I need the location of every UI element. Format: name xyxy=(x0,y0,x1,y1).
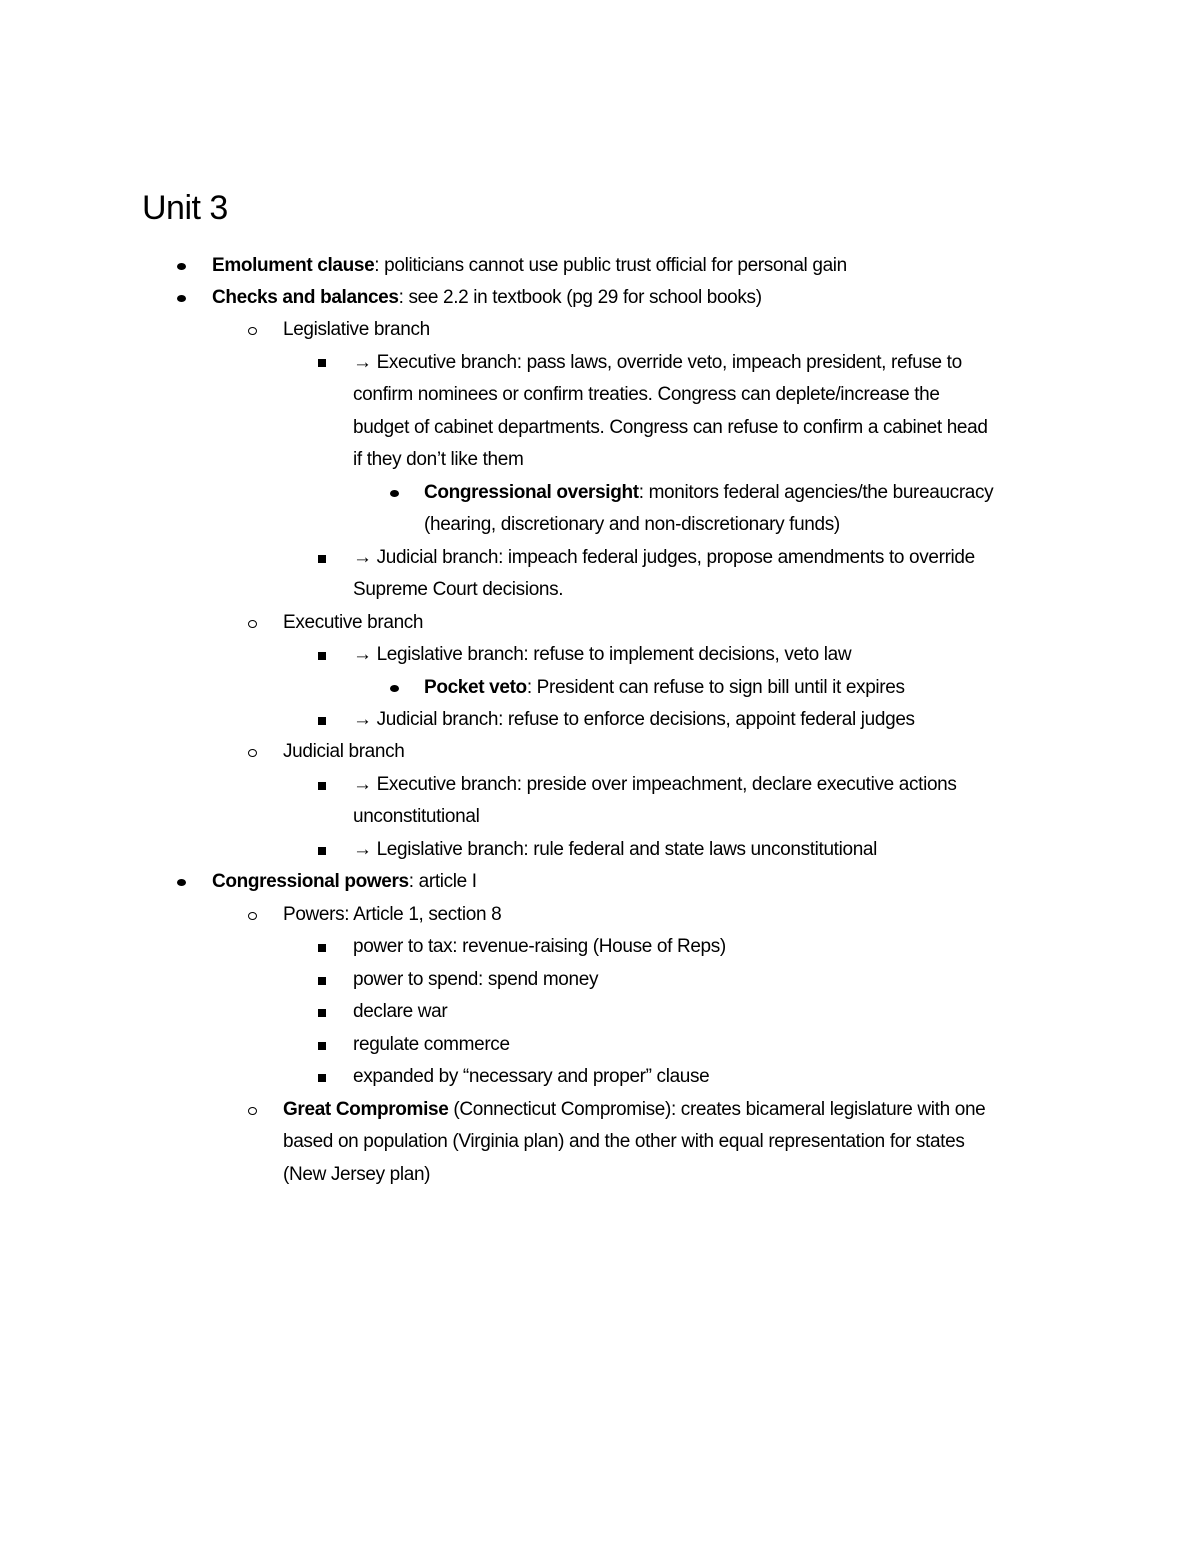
definition: : politicians cannot use public trust official for personal gain xyxy=(374,255,847,276)
list-item-line: budget of cabinet departments. Congress can refuse to confirm a cabinet head xyxy=(353,417,988,438)
list-item xyxy=(424,480,993,506)
definition: : President can refuse to sign bill until it expires xyxy=(526,677,905,698)
list-item-line: regulate commerce xyxy=(353,1034,510,1055)
bullet-circle-icon xyxy=(248,327,257,335)
list-item-line: based on population (Virginia plan) and the other with equal representation for states xyxy=(283,1131,965,1152)
bullet-square-icon xyxy=(318,652,326,660)
term: Congressional oversight xyxy=(424,482,639,503)
term: Emolument clause xyxy=(212,255,375,276)
bullet-square-icon xyxy=(318,717,326,725)
bullet-circle-icon xyxy=(248,912,257,920)
list-item-line: confirm nominees or confirm treaties. Congress can deplete/increase the xyxy=(353,384,940,405)
term: Congressional powers xyxy=(212,871,409,892)
term: Pocket veto xyxy=(424,677,527,698)
list-item-line: expanded by “necessary and proper” clause xyxy=(353,1066,710,1087)
list-item xyxy=(283,1097,985,1123)
list-item-line: declare war xyxy=(353,1001,448,1022)
list-item-line: (hearing, discretionary and non-discretionary funds) xyxy=(424,514,840,535)
list-item xyxy=(424,675,905,701)
bullet-square-icon xyxy=(318,1042,326,1050)
definition: : article I xyxy=(408,871,477,892)
list-item-line: → Executive branch: preside over impeachment, declare executive actions xyxy=(353,774,957,795)
bullet-circle-icon xyxy=(248,620,257,628)
bullet-square-icon xyxy=(318,359,326,367)
bullet-square-icon xyxy=(318,1074,326,1082)
list-item: Legislative branch xyxy=(283,319,430,340)
list-item-line: (New Jersey plan) xyxy=(283,1164,431,1185)
bullet-circle-icon xyxy=(248,749,257,757)
list-item-line: if they don’t like them xyxy=(353,449,524,470)
bullet-square-icon xyxy=(318,977,326,985)
list-item-line: → Legislative branch: rule federal and state laws unconstitutional xyxy=(353,839,877,860)
list-item-line: → Judicial branch: impeach federal judges, propose amendments to override xyxy=(353,547,975,568)
bullet-dot-icon xyxy=(390,490,399,497)
list-item-line: power to tax: revenue-raising (House of Reps) xyxy=(353,936,726,957)
bullet-dot-icon xyxy=(390,685,399,692)
bullet-square-icon xyxy=(318,1009,326,1017)
list-item-line: unconstitutional xyxy=(353,806,480,827)
term: Checks and balances xyxy=(212,287,399,308)
bullet-square-icon xyxy=(318,847,326,855)
list-item-line: → Executive branch: pass laws, override veto, impeach president, refuse to xyxy=(353,352,962,373)
definition: : see 2.2 in textbook (pg 29 for school books) xyxy=(398,287,762,308)
list-item: Judicial branch xyxy=(283,741,405,762)
definition: : monitors federal agencies/the bureaucracy xyxy=(638,482,994,503)
list-item-line: power to spend: spend money xyxy=(353,969,599,990)
bullet-dot-icon xyxy=(177,879,186,886)
bullet-square-icon xyxy=(318,782,326,790)
list-item xyxy=(212,285,762,311)
term: Great Compromise xyxy=(283,1099,449,1120)
bullet-square-icon xyxy=(318,555,326,563)
list-item xyxy=(212,869,477,895)
list-item-line: → Legislative branch: refuse to implement decisions, veto law xyxy=(353,644,852,665)
list-item: Executive branch xyxy=(283,612,424,633)
bullet-circle-icon xyxy=(248,1107,257,1115)
list-item-line: Supreme Court decisions. xyxy=(353,579,564,600)
list-item: Powers: Article 1, section 8 xyxy=(283,904,502,925)
definition: (Connecticut Compromise): creates bicameral legislature with one xyxy=(448,1099,986,1120)
bullet-dot-icon xyxy=(177,263,186,270)
bullet-dot-icon xyxy=(177,295,186,302)
page-title: Unit 3 xyxy=(142,189,228,227)
list-item xyxy=(212,253,847,279)
bullet-square-icon xyxy=(318,944,326,952)
list-item-line: → Judicial branch: refuse to enforce decisions, appoint federal judges xyxy=(353,709,915,730)
